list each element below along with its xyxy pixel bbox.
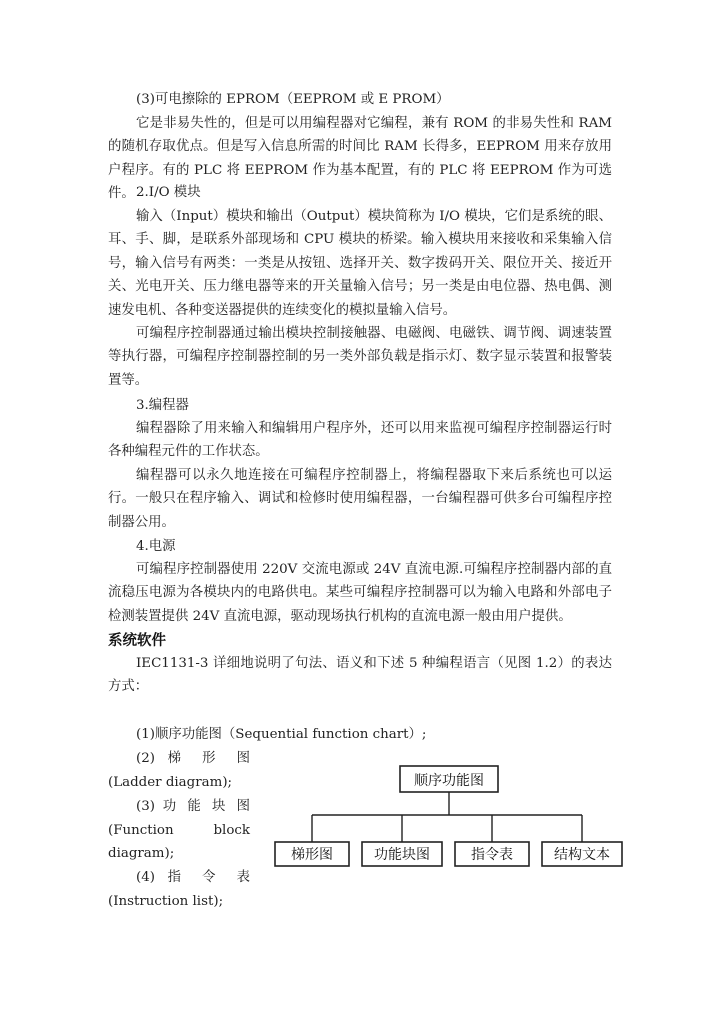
power-paragraph: 可编程序控制器使用 220V 交流电源或 24V 直流电源.可编程序控制器内部的直流稳压电源为各模块内的电路供电。某些可编程序控制器可以为输入电路和外部电子检测装置提供 24V 直流电源，驱动现场执行机构的直流电源一般由用户提供。 [108, 562, 612, 624]
language-item-2-label: (2) 梯 形 图 [136, 751, 250, 766]
programming-language-diagram [270, 760, 630, 872]
language-item-2-english: (Ladder diagram); [108, 775, 233, 790]
diagram-child-label-2: 功能块图 [374, 847, 430, 863]
io-module-title: 2.I/O 模块 [136, 185, 201, 200]
system-software-heading: 系统软件 [108, 633, 166, 649]
programmer-paragraph-2: 编程器可以永久地连接在可编程序控制器上，将编程器取下来后系统也可以运行。一般只在程序输入、调试和检修时使用编程器，一台编程器可供多台可编程序控制器公用。 [108, 468, 612, 530]
eprom-paragraph: 它是非易失性的，但是可以用编程器对它编程，兼有 ROM 的非易失性和 RAM 的随机存取优点。但是写入信息所需的时间比 RAM 长得多，EEPROM 用来存放用户程序。有的 PLC 将 EEPROM 作为基本配置，有的 PLC 将 EEPROM 作为可选件。 [108, 116, 612, 202]
diagram-root-label: 顺序功能图 [414, 773, 484, 789]
language-item-3-english-cont: diagram); [108, 846, 175, 861]
language-item-3-english: (Function block [108, 823, 250, 838]
software-intro: IEC1131-3 详细地说明了句法、语义和下述 5 种编程语言（见图 1.2）的表达方式： [108, 656, 612, 695]
language-item-4-english: (Instruction list); [108, 894, 224, 909]
eprom-title: (3)可电擦除的 EPROM（EEPROM 或 E PROM） [136, 92, 450, 107]
diagram-child-label-3: 指令表 [471, 847, 513, 863]
power-title: 4.电源 [136, 539, 176, 554]
programmer-paragraph-1: 编程器除了用来输入和编辑用户程序外，还可以用来监视可编程序控制器运行时各种编程元件的工作状态。 [108, 421, 612, 460]
language-item-4-label: (4) 指 令 表 [136, 870, 250, 885]
programmer-title: 3.编程器 [136, 398, 189, 413]
diagram-child-label-4: 结构文本 [554, 847, 610, 863]
diagram-child-label-1: 梯形图 [291, 847, 333, 863]
language-item-1: (1)顺序功能图（Sequential function chart）; [136, 727, 427, 742]
io-module-paragraph-1: 输入（Input）模块和输出（Output）模块简称为 I/O 模块，它们是系统的眼、耳、手、脚，是联系外部现场和 CPU 模块的桥梁。输入模块用来接收和采集输入信号，输入信号有两类：一类是从按钮、选择开关、数字拨码开关、限位开关、接近开关、光电开关、压力继电器等来的开关量输入信号；另一类是由电位器、热电偶、测速发电机、各种变送器提供的连续变化的模拟量输入信号。 [108, 209, 612, 318]
language-item-3-label: (3) 功 能 块 图 [136, 799, 250, 814]
io-module-paragraph-2: 可编程序控制器通过输出模块控制接触器、电磁阀、电磁铁、调节阀、调速装置等执行器，可编程序控制器控制的另一类外部负载是指示灯、数字显示装置和报警装置等。 [108, 326, 612, 388]
